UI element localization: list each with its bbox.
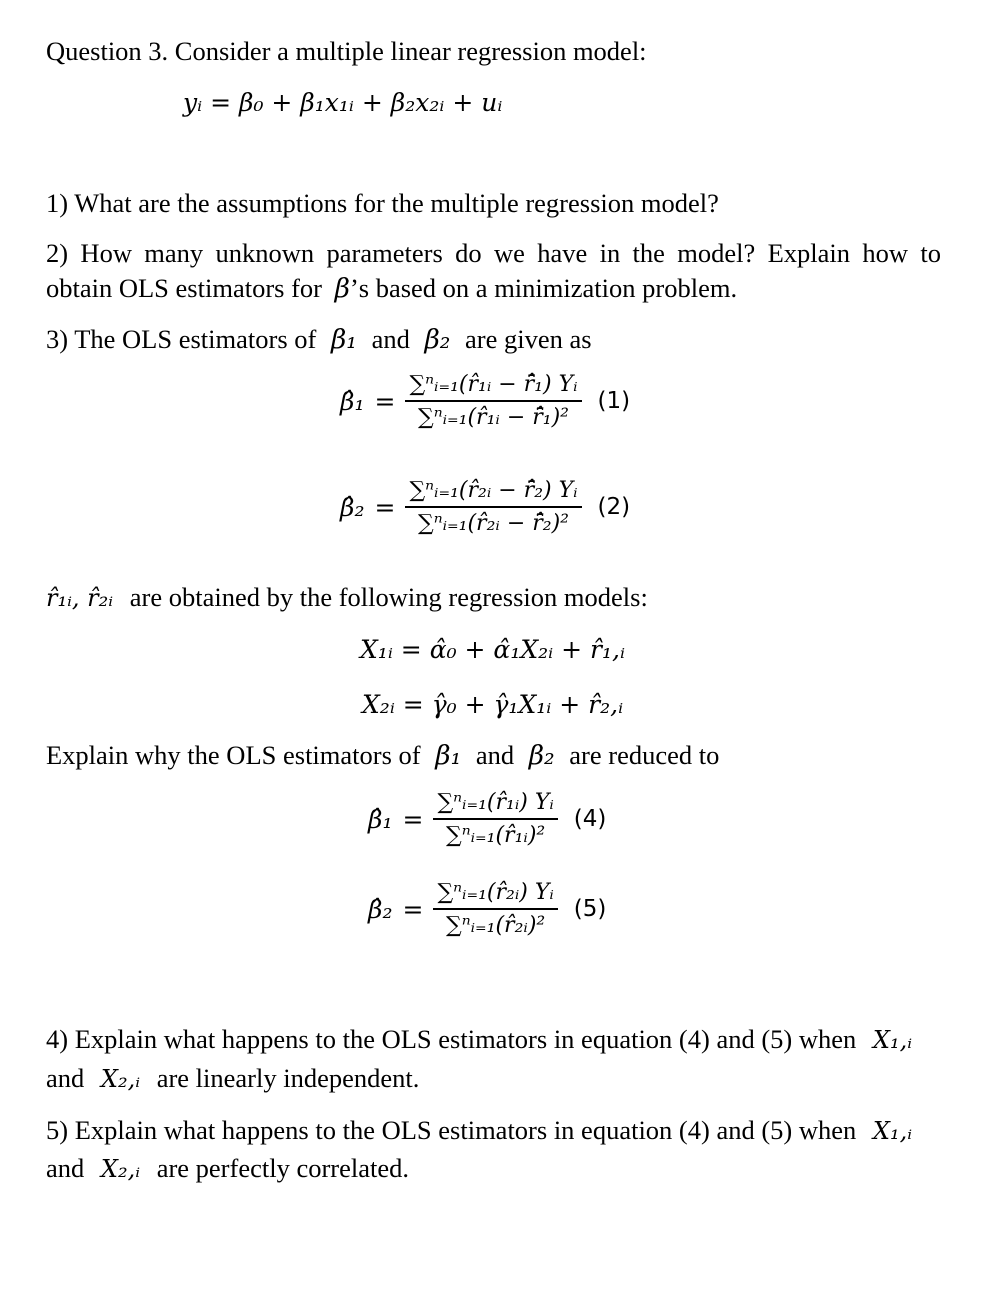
eq2-tag: (2) xyxy=(597,494,631,521)
q4-x2-symbol: X₂,ᵢ xyxy=(100,1065,141,1093)
equation-1 xyxy=(340,372,630,430)
eq5-equals: = xyxy=(402,894,424,924)
q3-text-pre: 3) The OLS estimators of xyxy=(46,324,317,354)
explain-beta1-symbol: β₁ xyxy=(435,740,462,771)
equation-2 xyxy=(340,478,630,536)
eq2-fraction xyxy=(405,478,581,536)
question-5-line-1 xyxy=(46,1117,912,1144)
aux-regression-1: X₁ᵢ = α̂₀ + α̂₁X₂ᵢ + r̂₁,ᵢ xyxy=(360,635,625,664)
eq1-equals: = xyxy=(374,386,396,416)
model-equation: yᵢ = β₀ + β₁x₁ᵢ + β₂x₂ᵢ + uᵢ xyxy=(183,88,503,117)
beta-symbol: β xyxy=(334,273,350,304)
eq1-numerator: ∑ⁿᵢ₌₁(r̂₁ᵢ − r̄̂₁) Yᵢ xyxy=(409,372,578,397)
eq5-lhs: β̂₂ xyxy=(368,894,393,924)
explain-beta2-symbol: β₂ xyxy=(528,740,555,771)
q3-text-post: are given as xyxy=(465,324,592,354)
aux-regression-2: X₂ᵢ = γ̂₀ + γ̂₁X₁ᵢ + r̂₂,ᵢ xyxy=(362,690,624,719)
q2-text-pre: obtain OLS estimators for xyxy=(46,273,322,303)
equation-5 xyxy=(368,880,606,938)
q5-text-post: are perfectly correlated. xyxy=(156,1153,409,1183)
explain-text-post: are reduced to xyxy=(569,740,720,770)
question-1: 1) What are the assumptions for the multiple regression model? xyxy=(46,188,719,218)
eq2-denominator: ∑ⁿᵢ₌₁(r̂₂ᵢ − r̄̂₂)² xyxy=(418,510,569,536)
question-4-line-2 xyxy=(46,1065,419,1092)
eq5-numerator: ∑ⁿᵢ₌₁(r̂₂ᵢ) Yᵢ xyxy=(437,880,554,905)
question-2-line-1: 2) How many unknown parameters do we have in the model? Explain how to xyxy=(46,238,941,268)
q4-text: 4) Explain what happens to the OLS estimators in equation (4) and (5) when xyxy=(46,1024,857,1054)
equation-4 xyxy=(368,790,606,848)
q5-text-and: and xyxy=(46,1153,85,1183)
q4-x1-symbol: X₁,ᵢ xyxy=(872,1026,913,1054)
beta1-symbol: β₁ xyxy=(330,324,357,355)
eq1-lhs: β̂₁ xyxy=(340,386,365,416)
eq4-equals: = xyxy=(402,804,424,834)
eq4-fraction xyxy=(433,790,557,848)
question-5-line-2 xyxy=(46,1155,409,1182)
q5-x1-symbol: X₁,ᵢ xyxy=(872,1117,913,1145)
question-heading: Question 3. Consider a multiple linear regression model: xyxy=(46,36,647,66)
eq5-denominator: ∑ⁿᵢ₌₁(r̂₂ᵢ)² xyxy=(446,912,546,938)
q4-text-and: and xyxy=(46,1063,85,1093)
eq2-equals: = xyxy=(374,492,396,522)
explain-text-pre: Explain why the OLS estimators of xyxy=(46,740,421,770)
q4-text-post: are linearly independent. xyxy=(156,1063,420,1093)
eq5-tag: (5) xyxy=(573,896,607,923)
eq2-fraction-bar xyxy=(405,506,581,508)
eq1-fraction xyxy=(405,372,581,430)
question-4-line-1 xyxy=(46,1026,912,1053)
eq4-denominator: ∑ⁿᵢ₌₁(r̂₁ᵢ)² xyxy=(446,822,546,848)
residuals-sentence xyxy=(46,584,648,611)
beta2-symbol: β₂ xyxy=(424,324,451,355)
eq4-numerator: ∑ⁿᵢ₌₁(r̂₁ᵢ) Yᵢ xyxy=(437,790,554,815)
eq4-tag: (4) xyxy=(573,806,607,833)
q3-text-and: and xyxy=(371,324,410,354)
eq4-fraction-bar xyxy=(433,818,557,820)
explain-sentence xyxy=(46,742,719,770)
question-3 xyxy=(46,326,592,354)
explain-text-and: and xyxy=(475,740,515,770)
eq4-lhs: β̂₁ xyxy=(368,804,393,834)
eq5-fraction xyxy=(433,880,557,938)
residuals-symbols: r̂₁ᵢ, r̂₂ᵢ xyxy=(46,584,114,612)
q2-text-post: ’s based on a minimization problem. xyxy=(349,273,738,303)
q5-x2-symbol: X₂,ᵢ xyxy=(100,1155,141,1183)
residuals-text: are obtained by the following regression models: xyxy=(129,582,648,612)
eq2-lhs: β̂₂ xyxy=(340,492,365,522)
q5-text: 5) Explain what happens to the OLS estimators in equation (4) and (5) when xyxy=(46,1115,857,1145)
eq1-fraction-bar xyxy=(405,400,581,402)
eq1-denominator: ∑ⁿᵢ₌₁(r̂₁ᵢ − r̄̂₁)² xyxy=(418,404,569,430)
eq1-tag: (1) xyxy=(597,388,631,415)
question-2-line-2 xyxy=(46,275,737,303)
eq2-numerator: ∑ⁿᵢ₌₁(r̂₂ᵢ − r̄̂₂) Yᵢ xyxy=(409,478,578,503)
eq5-fraction-bar xyxy=(433,908,557,910)
